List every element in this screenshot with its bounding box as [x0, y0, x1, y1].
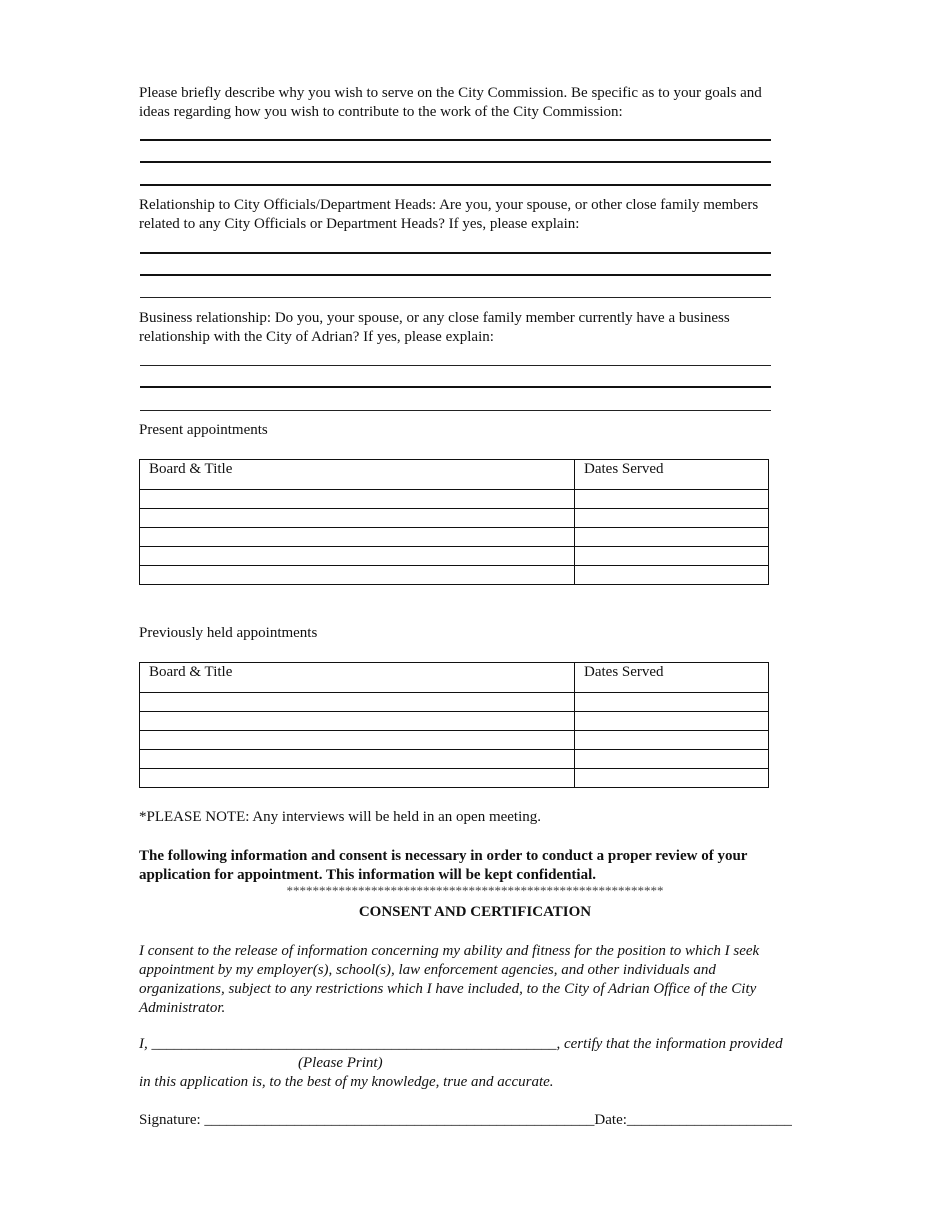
answer-line-relationship-2[interactable]: [140, 274, 771, 276]
consent-intro-line1: The following information and consent is necessary in order to conduct a proper review of your: [139, 848, 748, 864]
table-row: [140, 693, 769, 712]
present-appointments-table: [139, 459, 769, 585]
table-row: [140, 528, 769, 547]
column-header-dates-served: Dates Served: [575, 460, 769, 490]
question-relationship-line2: related to any City Officials or Department Heads? If yes, please explain:: [139, 216, 580, 232]
table-row: [140, 490, 769, 509]
consent-title: CONSENT AND CERTIFICATION: [358, 904, 592, 920]
certify-name-line[interactable]: I, ______________________________________________________, certify that the information provided: [139, 1036, 783, 1052]
table-row: [140, 731, 769, 750]
consent-intro-line2: application for appointment. This information will be kept confidential.: [139, 867, 596, 883]
table-row: [140, 750, 769, 769]
dates-served-cell[interactable]: [575, 509, 769, 528]
present-appointments-heading: Present appointments: [139, 422, 268, 438]
please-print-hint: (Please Print): [298, 1055, 383, 1071]
question-relationship-line1: Relationship to City Officials/Department Heads: Are you, your spouse, or other close family members: [139, 197, 759, 213]
dates-served-cell[interactable]: [575, 693, 769, 712]
board-title-cell[interactable]: [140, 693, 575, 712]
dates-served-cell[interactable]: [575, 769, 769, 788]
column-header-board-title: Board & Title: [140, 460, 575, 490]
question-business-line2: relationship with the City of Adrian? If yes, please explain:: [139, 329, 494, 345]
consent-text-line3: organizations, subject to any restrictions which I have included, to the City of Adrian Office of the City: [139, 981, 757, 997]
table-header-row: [140, 663, 769, 693]
consent-text-line1: I consent to the release of information concerning my ability and fitness for the position to which I seek: [139, 943, 760, 959]
previous-appointments-heading: Previously held appointments: [139, 625, 318, 641]
dates-served-cell[interactable]: [575, 547, 769, 566]
board-title-cell[interactable]: [140, 509, 575, 528]
question-relationship-officials: [139, 196, 811, 234]
answer-line-relationship-1[interactable]: [140, 252, 771, 254]
dates-served-cell[interactable]: [575, 712, 769, 731]
column-header-dates-served: Dates Served: [575, 663, 769, 693]
consent-text-line2: appointment by my employer(s), school(s), law enforcement agencies, and other individuals and: [139, 962, 716, 978]
question-goals-line1: Please briefly describe why you wish to serve on the City Commission. Be specific as to your goals and: [139, 85, 762, 101]
consent-text: [139, 942, 811, 1018]
certify-statement: in this application is, to the best of my knowledge, true and accurate.: [139, 1074, 554, 1090]
board-title-cell[interactable]: [140, 731, 575, 750]
interview-note: *PLEASE NOTE: Any interviews will be held in an open meeting.: [139, 809, 542, 825]
table-header-row: [140, 460, 769, 490]
previous-appointments-table: [139, 662, 769, 788]
question-goals-line2: ideas regarding how you wish to contribute to the work of the City Commission:: [139, 104, 623, 120]
question-business-line1: Business relationship: Do you, your spouse, or any close family member currently have a business: [139, 310, 730, 326]
answer-line-goals-2[interactable]: [140, 161, 771, 163]
table-row: [140, 769, 769, 788]
board-title-cell[interactable]: [140, 528, 575, 547]
board-title-cell[interactable]: [140, 712, 575, 731]
board-title-cell[interactable]: [140, 750, 575, 769]
table-row: [140, 509, 769, 528]
column-header-board-title: Board & Title: [140, 663, 575, 693]
asterisk-separator: **********************************************************: [286, 883, 664, 898]
question-goals: [139, 84, 811, 122]
table-row: [140, 547, 769, 566]
board-title-cell[interactable]: [140, 547, 575, 566]
question-business-relationship: [139, 309, 811, 347]
answer-line-business-2[interactable]: [140, 386, 771, 388]
answer-line-business-3[interactable]: [140, 410, 771, 411]
consent-intro: [139, 847, 811, 885]
dates-served-cell[interactable]: [575, 566, 769, 585]
consent-text-line4: Administrator.: [139, 1000, 226, 1016]
board-title-cell[interactable]: [140, 769, 575, 788]
answer-line-relationship-3[interactable]: [140, 297, 771, 298]
table-row: [140, 712, 769, 731]
dates-served-cell[interactable]: [575, 528, 769, 547]
signature-date-line[interactable]: Signature: ____________________________________________________Date:______________________: [139, 1112, 792, 1128]
dates-served-cell[interactable]: [575, 750, 769, 769]
board-title-cell[interactable]: [140, 490, 575, 509]
answer-line-goals-3[interactable]: [140, 184, 771, 186]
table-row: [140, 566, 769, 585]
board-title-cell[interactable]: [140, 566, 575, 585]
dates-served-cell[interactable]: [575, 731, 769, 750]
dates-served-cell[interactable]: [575, 490, 769, 509]
answer-line-business-1[interactable]: [140, 365, 771, 366]
answer-line-goals-1[interactable]: [140, 139, 771, 141]
